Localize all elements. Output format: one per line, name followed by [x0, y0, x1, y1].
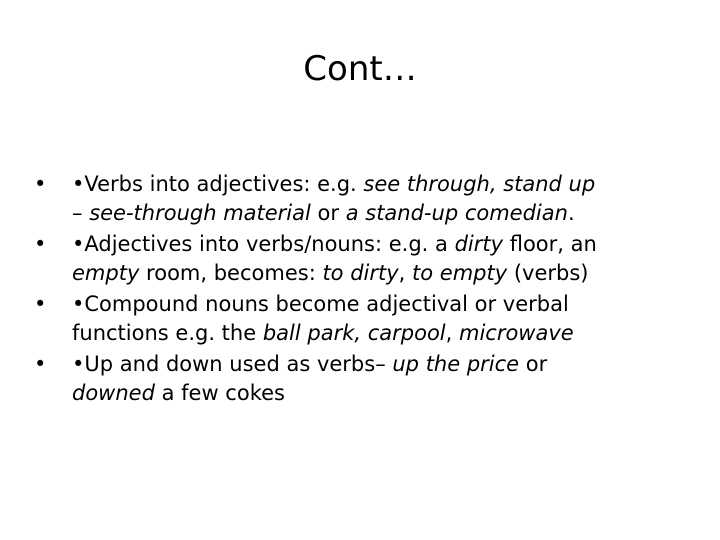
text-run: (verbs): [507, 261, 589, 285]
text-run: •Up and down used as verbs–: [72, 352, 393, 376]
slide-title: Cont…: [303, 49, 417, 89]
text-run: ,: [445, 321, 459, 345]
text-run: .: [567, 201, 575, 225]
italic-text-run: see-through material: [89, 201, 311, 225]
text-run: •Adjectives into verbs/nouns: e.g. a: [72, 232, 455, 256]
italic-text-run: empty: [72, 261, 140, 285]
text-run: ,: [398, 261, 413, 285]
text-run: floor, an: [503, 232, 597, 256]
italic-text-run: up the price: [392, 352, 520, 376]
bullet-line: [72, 350, 694, 379]
bullet-marker: •: [34, 172, 47, 196]
italic-text-run: ball park, carpool: [262, 321, 446, 345]
text-run: •Compound nouns become adjectival or verbal: [72, 292, 569, 316]
bullet-line: [72, 319, 694, 348]
text-run: •Verbs into adjectives: e.g.: [72, 172, 364, 196]
bullet-item: [34, 350, 694, 408]
italic-text-run: to dirty: [322, 261, 399, 285]
bullet-line: [72, 230, 694, 259]
italic-text-run: a stand-up comedian: [345, 201, 568, 225]
italic-text-run: to empty: [412, 261, 508, 285]
text-run: a few cokes: [154, 381, 285, 405]
text-run: or: [519, 352, 548, 376]
text-run: –: [72, 201, 90, 225]
bullet-line: [72, 199, 694, 228]
bullet-line: [72, 170, 694, 199]
bullet-line: [72, 259, 694, 288]
bullet-item: [34, 290, 694, 348]
bullet-line: [72, 290, 694, 319]
italic-text-run: dirty: [454, 232, 504, 256]
bullet-marker: •: [34, 352, 47, 376]
italic-text-run: downed: [72, 381, 155, 405]
bullet-marker: •: [34, 292, 47, 316]
bullet-item: [34, 170, 694, 228]
text-run: or: [310, 201, 346, 225]
bullet-marker: •: [34, 232, 47, 256]
italic-text-run: see through, stand up: [363, 172, 596, 196]
text-run: functions e.g. the: [72, 321, 263, 345]
bullet-list: [34, 170, 694, 410]
italic-text-run: microwave: [458, 321, 574, 345]
bullet-item: [34, 230, 694, 288]
bullet-line: [72, 379, 694, 408]
text-run: room, becomes:: [139, 261, 323, 285]
